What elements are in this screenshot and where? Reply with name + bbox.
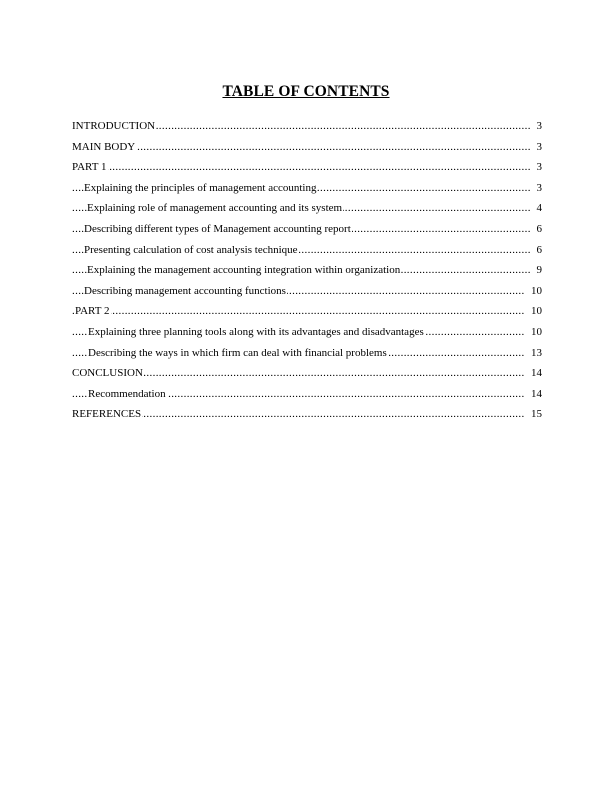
toc-entry-references[interactable] xyxy=(72,404,542,425)
toc-entry-page: 10 xyxy=(530,301,542,322)
toc-entry-conclusion[interactable] xyxy=(72,363,542,384)
toc-entry-label: Recommendation xyxy=(88,384,167,405)
toc-entry-page: 10 xyxy=(530,322,542,343)
toc-entry-page: 13 xyxy=(530,343,542,364)
toc-entry-page: 6 xyxy=(536,240,543,261)
toc-entry-report-types[interactable] xyxy=(72,219,542,240)
dot-leader xyxy=(72,301,525,322)
dot-leader xyxy=(72,137,530,158)
toc-entry-page: 9 xyxy=(536,260,543,281)
toc-entry-page: 3 xyxy=(536,157,543,178)
toc-entry-role[interactable] xyxy=(72,198,542,219)
toc-entry-page: 3 xyxy=(536,116,543,137)
toc-entry-label: Presenting calculation of cost analysis technique xyxy=(84,240,299,261)
toc-entry-label: Describing different types of Management accounting report xyxy=(84,219,352,240)
toc-entry-integration[interactable] xyxy=(72,260,542,281)
toc-entry-introduction[interactable] xyxy=(72,116,542,137)
toc-entry-label: PART 1 xyxy=(72,157,108,178)
toc-entry-page: 14 xyxy=(530,384,542,405)
toc-entry-planning-tools[interactable] xyxy=(72,322,542,343)
toc-entry-label: Explaining role of management accounting and its system xyxy=(87,198,343,219)
toc-entry-page: 4 xyxy=(536,198,543,219)
toc-entry-part-2[interactable] xyxy=(72,301,542,322)
toc-entry-page: 10 xyxy=(530,281,542,302)
toc-entry-label: REFERENCES xyxy=(72,404,142,425)
toc-entry-label: Explaining three planning tools along with its advantages and disadvantages xyxy=(88,322,425,343)
toc-entry-principles[interactable] xyxy=(72,178,542,199)
toc-entry-label: PART 2 xyxy=(75,301,111,322)
toc-entry-page: 3 xyxy=(536,137,543,158)
toc-entry-page: 3 xyxy=(536,178,543,199)
toc-entry-part-1[interactable] xyxy=(72,157,542,178)
toc-entry-label: Explaining the management accounting integration within organization xyxy=(87,260,401,281)
toc-entry-financial-problems[interactable] xyxy=(72,343,542,364)
toc-list xyxy=(72,116,542,425)
toc-title: TABLE OF CONTENTS xyxy=(222,83,390,100)
dot-leader xyxy=(72,157,530,178)
toc-entry-page: 6 xyxy=(536,219,543,240)
toc-entry-label: Explaining the principles of management accounting xyxy=(84,178,317,199)
toc-entry-label: Describing management accounting functions xyxy=(84,281,287,302)
toc-entry-cost-analysis[interactable] xyxy=(72,240,542,261)
toc-entry-functions[interactable] xyxy=(72,281,542,302)
toc-entry-page: 14 xyxy=(530,363,542,384)
toc-entry-label: MAIN BODY xyxy=(72,137,136,158)
toc-entry-label: CONCLUSION xyxy=(72,363,144,384)
toc-entry-main-body[interactable] xyxy=(72,137,542,158)
toc-entry-recommendation[interactable] xyxy=(72,384,542,405)
toc-entry-label: INTRODUCTION xyxy=(72,116,156,137)
toc-entry-label: Describing the ways in which firm can deal with financial problems xyxy=(88,343,388,364)
toc-entry-page: 15 xyxy=(530,404,542,425)
